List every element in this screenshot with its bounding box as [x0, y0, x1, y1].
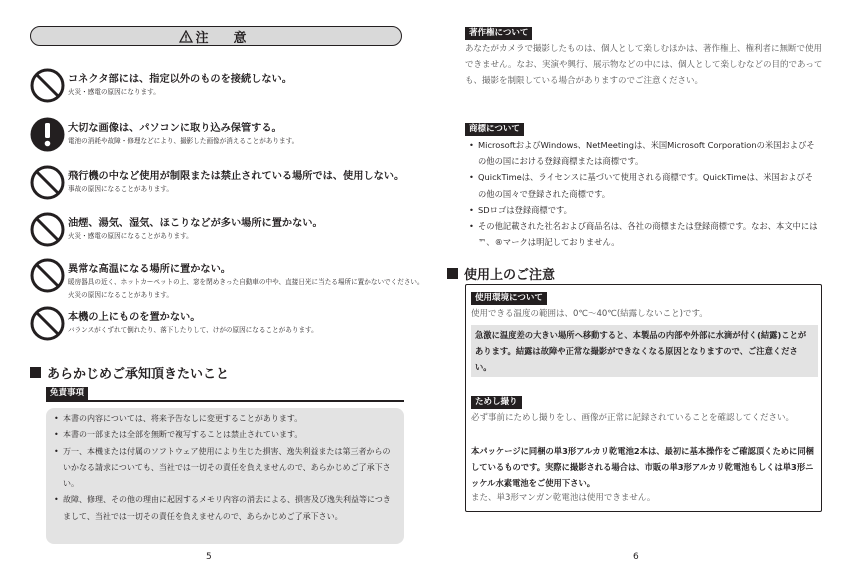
warning-desc: 火災・感電の原因になります。 [68, 88, 160, 96]
warning-item [30, 165, 430, 205]
list-item: • その他記載された社名および商品名は、各社の商標または登録商標です。なお、本文中には™、®マークは明記しておりません。 [469, 218, 821, 250]
warning-title: 油煙、湯気、湿気、ほこりなどが多い場所に置かない。 [68, 218, 323, 229]
list-item: • QuickTimeは、ライセンスに基づいて使用される商標です。QuickTimeは、米国およびその他の国々で登録された商標です。 [469, 169, 821, 201]
section-heading-usage [447, 264, 555, 283]
warning-item [30, 258, 430, 298]
list-item: • 本書の一部または全部を無断で複写することは禁止されています。 [54, 427, 396, 443]
warning-title: コネクタ部には、指定以外のものを接続しない。 [68, 74, 292, 85]
prohibition-icon [30, 258, 65, 293]
warning-title: 本機の上にものを置かない。 [68, 312, 201, 323]
list-item: • 万一、本機または付属のソフトウェア使用により生じた損害、逸失利益または第三者からのいかなる請求についても、当社では一切その責任を負えませんので、あらかじめご了承下さい。 [54, 444, 396, 493]
prohibition-icon [30, 212, 65, 247]
prohibition-icon [30, 306, 65, 341]
square-bullet-icon [447, 268, 458, 279]
usage-box [465, 284, 822, 512]
warning-item [30, 306, 430, 346]
prohibition-icon [30, 68, 65, 103]
warning-title: 異常な高温になる場所に置かない。 [68, 264, 231, 275]
battery-note: また、単3形マンガン乾電池は使用できません。 [471, 493, 656, 503]
copyright-text: あなたがカメラで撮影したものは、個人として楽しむほかは、著作権上、権利者に無断で使用できません。なお、実演や興行、展示物などの中には、個人として楽しむなどの目的であっても、撮影を制限している場合がありますのでご注意ください。 [465, 44, 823, 86]
section-title: 使用上のご注意 [464, 268, 556, 283]
battery-text: 本パッケージに同梱の単3形アルカリ乾電池2本は、最初に基本操作をご確認頂くために同梱しているものです。実際に撮影される場合は、市販の単3形アルカリ乾電池もしくは単3形ニッケル水素電池をご使用下さい。 [471, 446, 814, 488]
page-number-left: 5 [206, 552, 212, 562]
warning-item [30, 117, 430, 157]
exclamation-icon [30, 117, 65, 152]
square-bullet-icon [30, 367, 41, 378]
warning-desc: 事故の原因になることがあります。 [68, 185, 173, 193]
disclaimer-tag: 免責事項 [46, 387, 88, 400]
disclaimer-list [46, 408, 404, 525]
trademark-list [469, 137, 821, 250]
copyright-tag: 著作権について [465, 27, 532, 40]
list-item: • MicrosoftおよびWindows、NetMeetingは、米国Microsoft Corporationの米国およびその他の国における登録商標または商標です。 [469, 137, 821, 169]
test-shot-tag: ためし撮り [471, 396, 522, 409]
warning-desc: バランスがくずれて倒れたり、落下したりして、けがの原因になることがあります。 [68, 326, 318, 334]
environment-text: 使用できる温度の範囲は、0℃～40℃(結露しないこと)です。 [471, 309, 708, 319]
caution-banner [30, 26, 402, 46]
environment-warning: 急激に温度差の大きい場所へ移動すると、本製品の内部や外部に水滴が付く(結露)ことがあります。結露は故障や正常な撮影ができなくなる原因となりますので、ご注意ください。 [471, 325, 818, 377]
warning-item [30, 212, 430, 252]
warning-desc: 暖房器具の近く、ホットカーペットの上、窓を閉めきった自動車の中や、直接日光に当たる場所に置かないでください。火災の原因になることがあります。 [68, 278, 424, 299]
warning-title: 飛行機の中など使用が制限または禁止されている場所では、使用しない。 [68, 171, 405, 182]
list-item: • SDロゴは登録商標です。 [469, 202, 821, 218]
disclaimer-box [46, 408, 404, 544]
warning-item [30, 68, 430, 108]
warning-desc: 電池の消耗や故障・修理などにより、撮影した画像が消えることがあります。 [68, 137, 299, 145]
caution-title: 注 意 [195, 30, 253, 46]
section-title: あらかじめご承知頂きたいこと [47, 367, 230, 382]
test-shot-text: 必ず事前にためし撮りをし、画像が正常に記録されていることを確認してください。 [471, 413, 795, 423]
prohibition-icon [30, 165, 65, 200]
environment-tag: 使用環境について [471, 292, 547, 305]
page-number-right: 6 [633, 552, 639, 562]
list-item: • 故障、修理、その他の理由に起因するメモリ内容の消去による、損害及び逸失利益等につきまして、当社では一切その責任を負えませんので、あらかじめご了承下さい。 [54, 492, 396, 525]
list-item: • 本書の内容については、将来予告なしに変更することがあります。 [54, 411, 396, 427]
trademark-tag: 商標について [465, 123, 524, 136]
warning-triangle-icon [179, 30, 193, 43]
tag-underline [46, 400, 404, 402]
warning-title: 大切な画像は、パソコンに取り込み保管する。 [68, 123, 282, 134]
section-heading-notice [30, 363, 229, 382]
warning-desc: 火災・感電の原因になることがあります。 [68, 232, 193, 240]
